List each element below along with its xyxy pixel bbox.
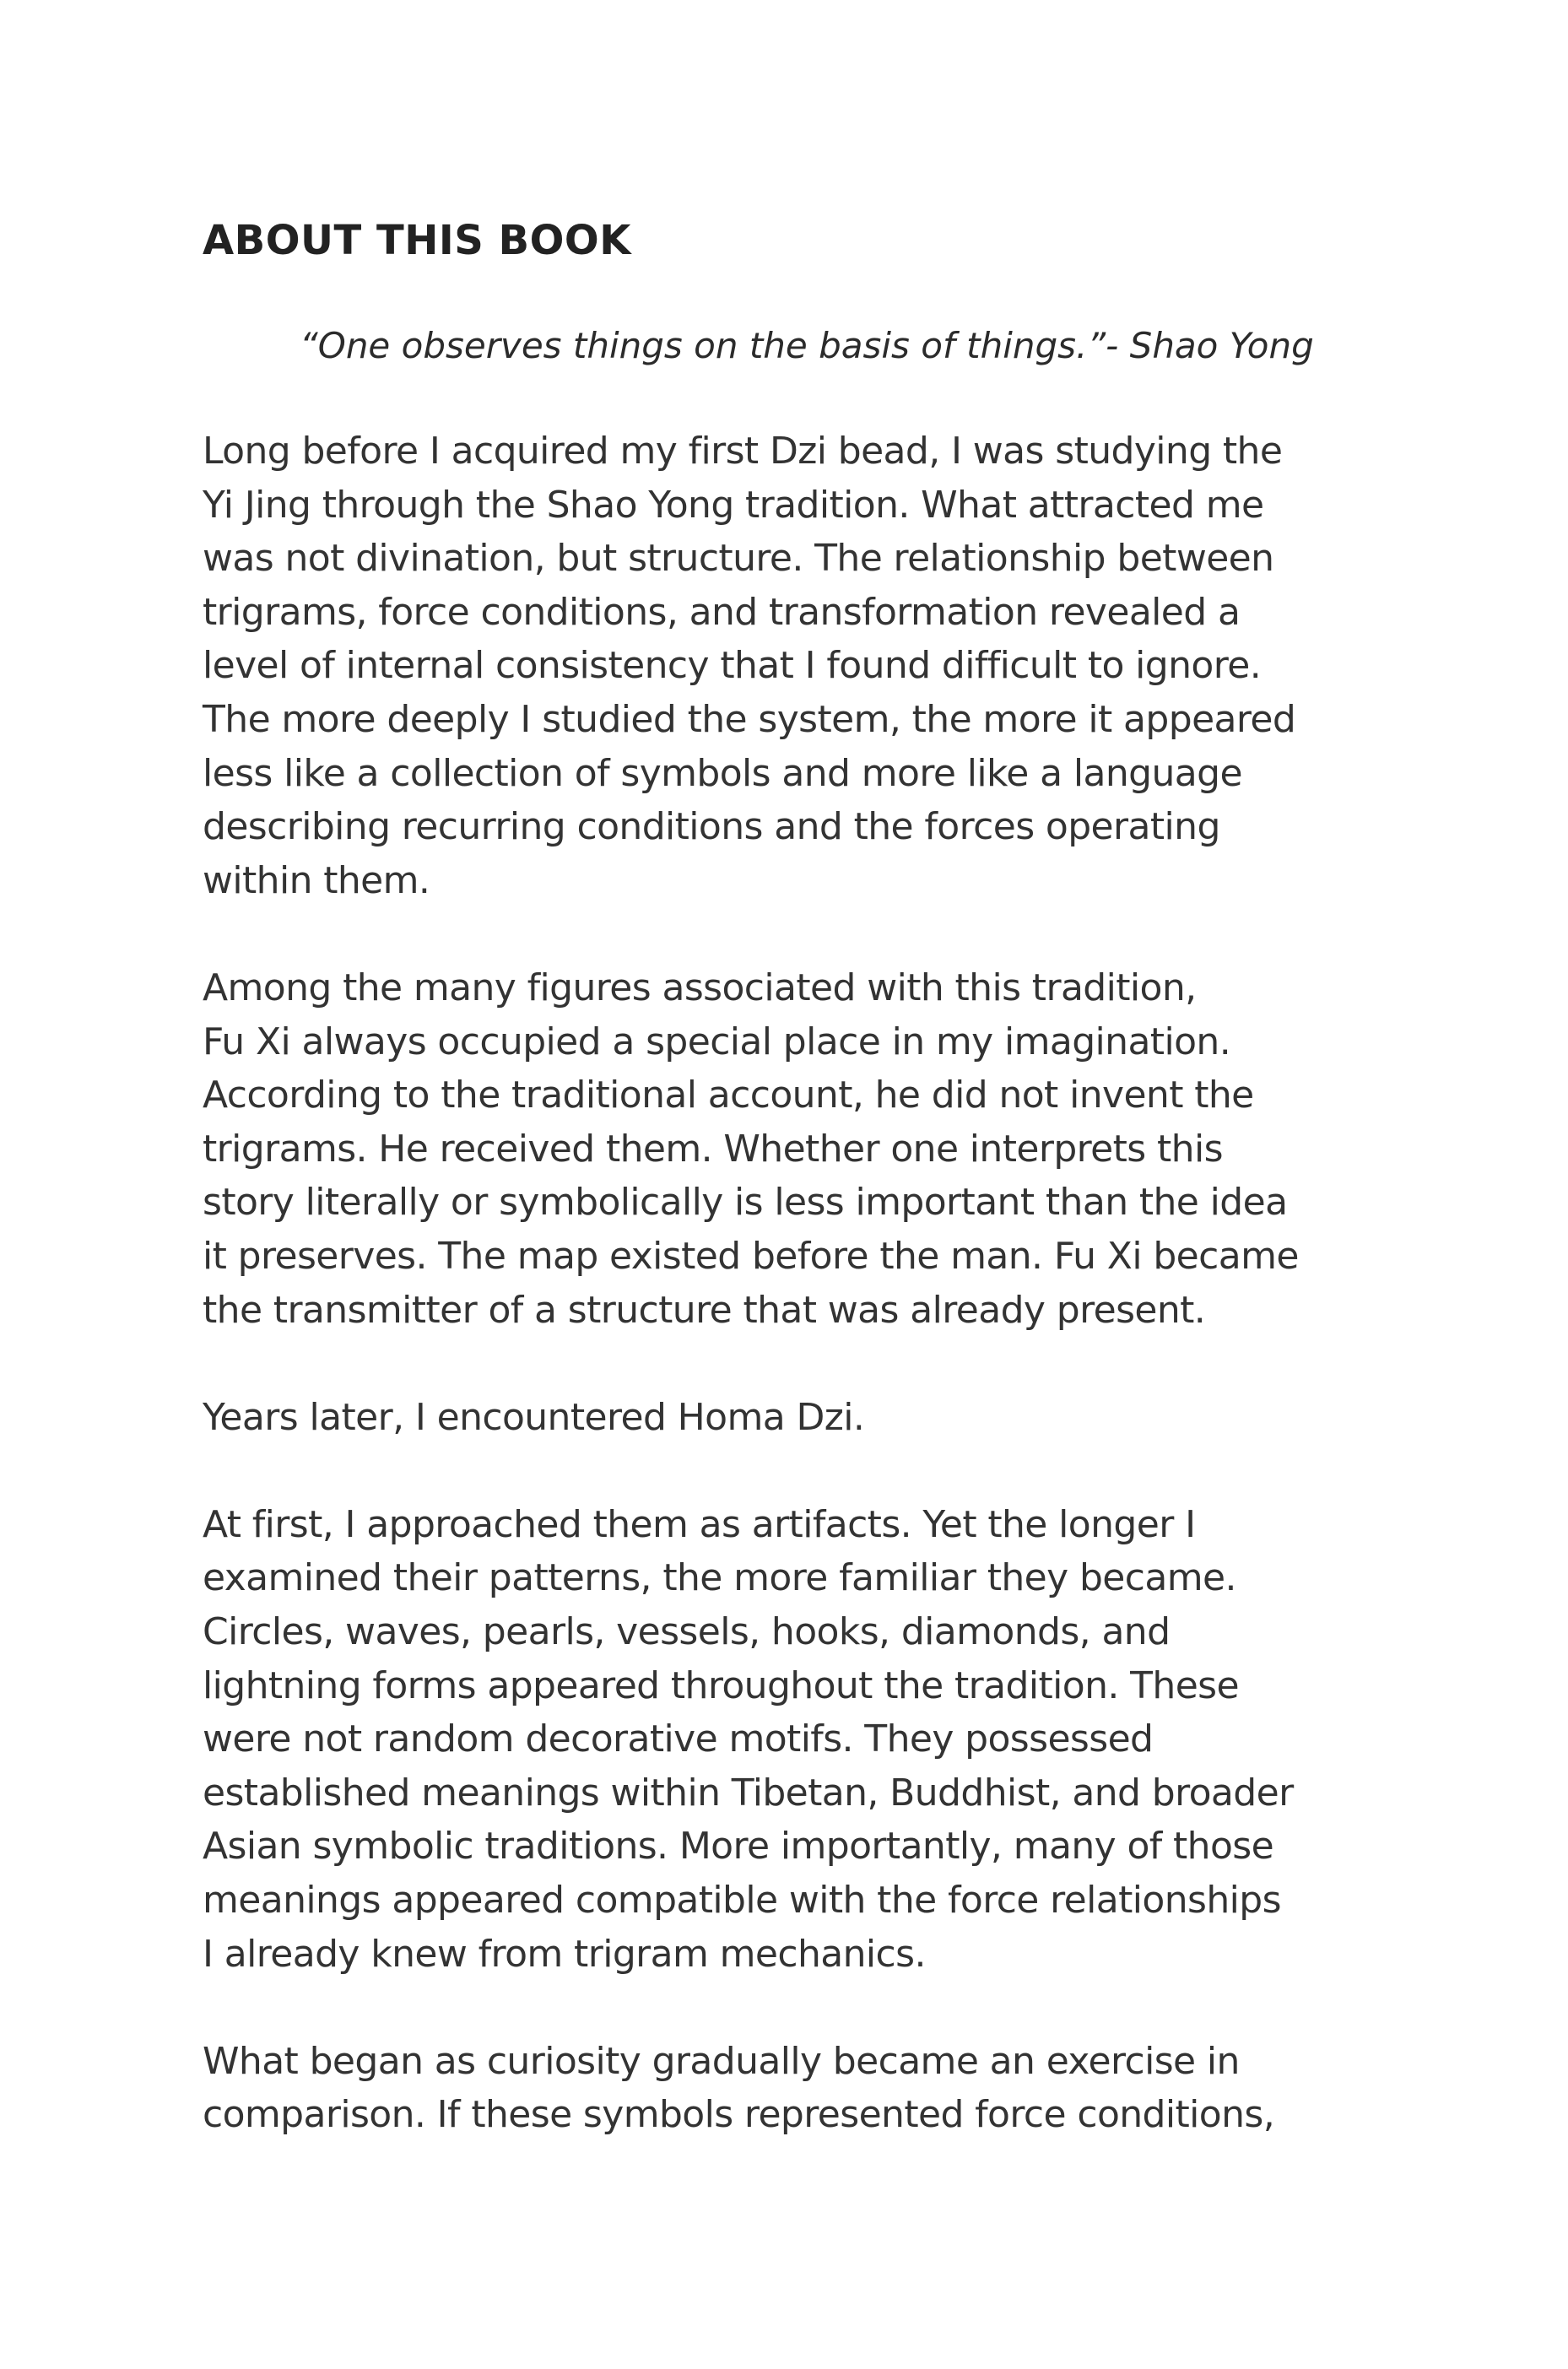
text-line: Circles, waves, pearls, vessels, hooks, diamonds, and xyxy=(203,1610,1171,1654)
text-line: At first, I approached them as artifacts. Yet the longer I xyxy=(203,1502,1196,1546)
body-paragraph xyxy=(203,961,1401,1337)
body-paragraph xyxy=(203,425,1401,907)
text-line: trigrams, force conditions, and transformation revealed a xyxy=(203,590,1241,634)
text-line: examined their patterns, the more familiar they became. xyxy=(203,1556,1236,1600)
text-line: story literally or symbolically is less important than the idea xyxy=(203,1181,1288,1225)
text-line: Yi Jing through the Shao Yong tradition. What attracted me xyxy=(203,483,1264,527)
text-line: Asian symbolic traditions. More importantly, many of those xyxy=(203,1825,1274,1869)
text-line: it preserves. The map existed before the man. Fu Xi became xyxy=(203,1234,1299,1278)
text-line: established meanings within Tibetan, Buddhist, and broader xyxy=(203,1771,1294,1815)
text-line: within them. xyxy=(203,858,430,902)
text-line: meanings appeared compatible with the force relationships xyxy=(203,1879,1281,1923)
text-line: Among the many figures associated with this tradition, xyxy=(203,965,1197,1009)
body-paragraph xyxy=(203,2035,1401,2142)
text-line: Fu Xi always occupied a special place in my imagination. xyxy=(203,1020,1231,1063)
text-line: Long before I acquired my first Dzi bead, I was studying the xyxy=(203,430,1283,473)
body-paragraph xyxy=(203,1498,1401,1981)
text-line: were not random decorative motifs. They possessed xyxy=(203,1717,1154,1761)
text-line: According to the traditional account, he did not invent the xyxy=(203,1074,1254,1117)
text-line: level of internal consistency that I found difficult to ignore. xyxy=(203,644,1262,688)
text-line: The more deeply I studied the system, the more it appeared xyxy=(203,697,1296,741)
body-paragraph xyxy=(203,1391,1401,1445)
text-line: less like a collection of symbols and more like a language xyxy=(203,751,1242,795)
text-line: the transmitter of a structure that was already present. xyxy=(203,1288,1206,1332)
text-line: describing recurring conditions and the forces operating xyxy=(203,805,1220,849)
text-line: trigrams. He received them. Whether one interprets this xyxy=(203,1127,1223,1171)
text-line: I already knew from trigram mechanics. xyxy=(203,1932,926,1976)
text-line: What began as curiosity gradually became an exercise in xyxy=(203,2039,1240,2083)
text-line: lightning forms appeared throughout the tradition. These xyxy=(203,1663,1239,1707)
text-line: Years later, I encountered Homa Dzi. xyxy=(203,1395,865,1439)
text-line: was not divination, but structure. The relationship between xyxy=(203,537,1274,581)
body-text xyxy=(203,425,1401,2196)
text-line: comparison. If these symbols represented force conditions, xyxy=(203,2093,1275,2137)
epigraph-quote: “One observes things on the basis of things.”- Shao Yong xyxy=(300,325,1314,366)
page-heading: ABOUT THIS BOOK xyxy=(203,217,631,264)
